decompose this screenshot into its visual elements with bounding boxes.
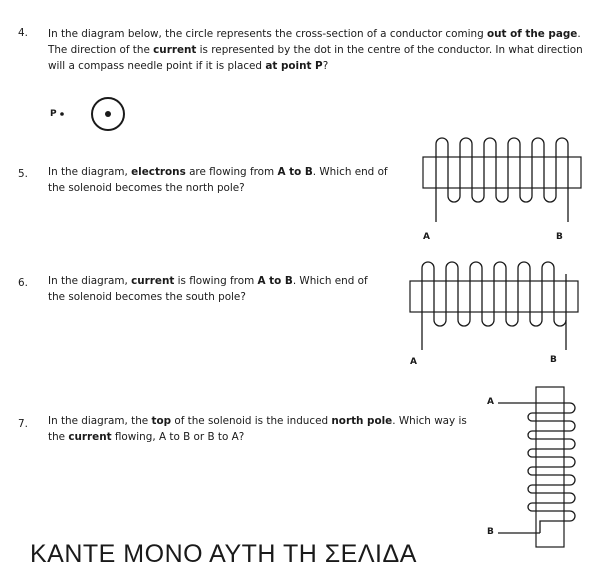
conductor-cross-section: [90, 96, 126, 132]
q7-end-b-label: B: [487, 527, 494, 537]
question-text-segment: . The direction of the: [48, 28, 581, 56]
point-p-label: P: [50, 109, 57, 119]
question-text-segment: In the diagram,: [48, 166, 132, 178]
question-7-text: [48, 413, 478, 445]
q7-end-a-label: A: [487, 397, 494, 407]
question-text-segment: ?: [322, 60, 329, 72]
solenoid-q6: [404, 262, 584, 358]
question-5-text: [48, 164, 400, 196]
question-text-segment: current: [153, 44, 197, 56]
question-text-segment: In the diagram below, the circle represents the cross-section of a conductor coming: [48, 28, 487, 40]
point-p-dot: [59, 111, 65, 117]
question-text-segment: In the diagram,: [48, 275, 132, 287]
question-5-number: 5.: [18, 168, 28, 180]
solenoid-q5: [418, 138, 588, 230]
question-text-segment: of the solenoid is the induced: [171, 415, 332, 427]
question-text-segment: A to B: [257, 275, 293, 287]
q5-end-a-label: A: [423, 232, 430, 242]
question-text-segment: at point P: [265, 60, 323, 72]
question-text-segment: are flowing from: [185, 166, 278, 178]
question-text-segment: north pole: [331, 415, 393, 427]
question-text-segment: current: [131, 275, 175, 287]
question-text-segment: out of the page: [486, 28, 578, 40]
question-6-text: [48, 273, 388, 305]
question-6-number: 6.: [18, 277, 28, 289]
question-text-segment: . Which way is the: [48, 415, 467, 443]
question-text-segment: A to B: [277, 166, 313, 178]
question-text-segment: . Which end of the solenoid becomes the north pole?: [48, 166, 388, 194]
question-4-text: [48, 26, 588, 74]
solenoid-q7: [496, 384, 586, 550]
q6-end-b-label: B: [550, 355, 557, 365]
footer-instruction: ΚΑΝΤΕ ΜΟΝΟ ΑΥΤΗ ΤΗ ΣΕΛΙΔΑ: [30, 540, 417, 568]
question-text-segment: flowing, A to B or B to A?: [111, 431, 245, 443]
question-text-segment: electrons: [131, 166, 186, 178]
question-4-number: 4.: [18, 27, 28, 39]
q5-end-b-label: B: [556, 232, 563, 242]
question-text-segment: is flowing from: [174, 275, 258, 287]
q6-end-a-label: A: [410, 357, 417, 367]
question-text-segment: . Which end of the solenoid becomes the south pole?: [48, 275, 368, 303]
question-text-segment: current: [68, 431, 112, 443]
question-text-segment: is represented by the dot in the centre of the conductor. In what direction will a compass needle point if it is placed: [48, 44, 583, 72]
question-7-number: 7.: [18, 418, 28, 430]
question-text-segment: In the diagram, the: [48, 415, 152, 427]
question-text-segment: top: [151, 415, 172, 427]
